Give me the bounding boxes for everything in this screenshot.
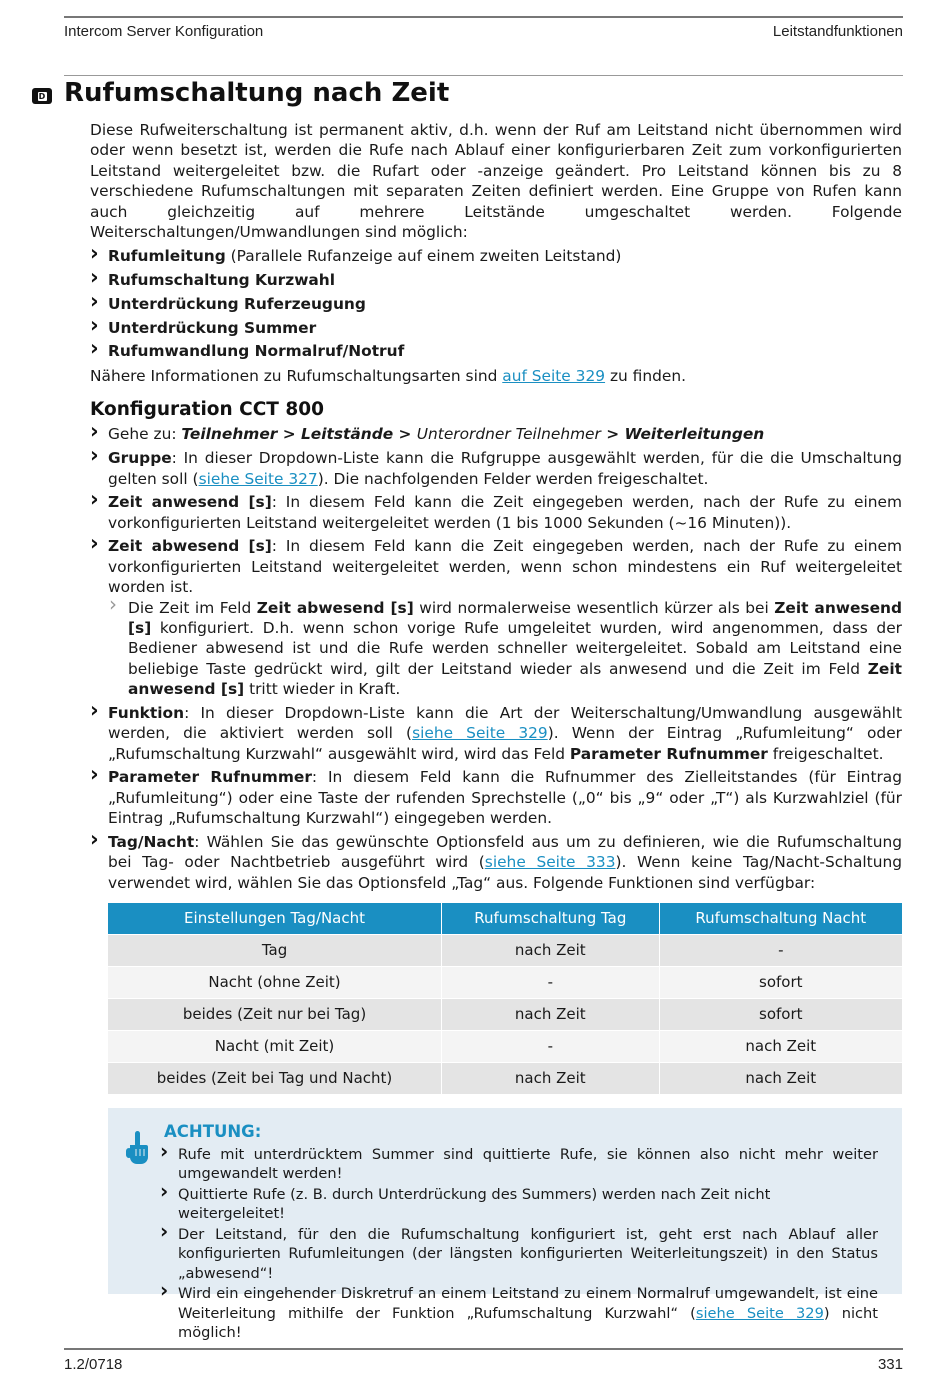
goto-label: Gehe zu: [108, 425, 182, 444]
tagnacht-step [90, 832, 902, 893]
table-row [108, 1063, 902, 1095]
goto-step [90, 424, 902, 444]
header-document-title: Intercom Server Konfiguration [64, 23, 264, 40]
abwesend-subnote [108, 598, 902, 700]
table-header: Rufumschaltung Tag [442, 903, 659, 935]
page-link-329[interactable]: siehe Seite 329 [695, 1304, 824, 1322]
footer-rule [64, 1348, 903, 1350]
field-name: Zeit abwesend [s] [256, 598, 414, 617]
list-item [90, 341, 902, 361]
table-cell: nach Zeit [442, 935, 659, 967]
table-row [108, 967, 902, 999]
header-section-title: Leitstandfunktionen [772, 23, 903, 40]
menu-path-2: Unterordner Teilnehmer [416, 425, 601, 444]
page-title: Rufumschaltung nach Zeit [64, 78, 450, 108]
notice-title: ACHTUNG: [164, 1122, 262, 1142]
info-text: Nähere Informationen zu Rufumschaltungsarten sind [90, 366, 503, 385]
table-header: Einstellungen Tag/Nacht [108, 903, 442, 935]
option-label: Rufumleitung [108, 247, 226, 266]
note-text: wird normalerweise wesentlich kürzer als bei [413, 598, 775, 617]
note-text: tritt wieder in Kraft. [244, 680, 401, 699]
config-heading: Konfiguration CCT 800 [90, 399, 324, 421]
list-item [90, 318, 902, 338]
table-cell: Nacht (ohne Zeit) [108, 967, 442, 999]
step-text: : In diesem Feld kann die Zeit eingegeben werden, nach der Rufe zu einem vorkonfigurierten Leitstand weitergeleitet werden (1 bis 1000 Sekunden (~16 Minuten)). [108, 493, 902, 532]
notice-text: Wird ein eingehender Diskretruf an einem Leitstand zu einem Normalruf umgewandelt, ist eine Weiterleitung mithilfe der Funktion „Rufumschaltung Kurzwahl“ ( [178, 1285, 878, 1322]
option-label: Unterdrückung Summer [108, 318, 317, 337]
notice-item: › Rufe mit unterdrücktem Summer sind quittierte Rufe, sie können also nicht mehr weiter umgewandelt werden! [160, 1145, 878, 1184]
notice-list [160, 1145, 878, 1343]
list-item [90, 270, 902, 290]
table-cell: nach Zeit [659, 1063, 902, 1095]
notice-item [160, 1284, 878, 1343]
table-row [108, 1031, 902, 1063]
table-header-row [108, 903, 902, 935]
table-cell: Tag [108, 935, 442, 967]
table-cell: - [442, 1031, 659, 1063]
step-text: : In dieser Dropdown-Liste kann die Rufgruppe ausgewählt werden, für die die Umschaltung gelten soll ( [108, 449, 902, 488]
page-number: 331 [877, 1356, 903, 1373]
table-cell: nach Zeit [659, 1031, 902, 1063]
notice-item: › Der Leitstand, für den die Rufumschaltung konfiguriert ist, geht erst nach Ablauf aller konfigurierten Rufumleitungen (der längsten konfigurierten Weiterleitungszeit) in den Status „abwesend“! [160, 1225, 878, 1284]
note-text: Die Zeit im Feld [128, 598, 257, 617]
funktion-step [90, 703, 902, 764]
field-name: Zeit abwesend [s] [108, 537, 272, 556]
table-cell: sofort [659, 999, 902, 1031]
language-badge-letter: D [38, 91, 46, 101]
field-name: Zeit anwesend [s] [128, 598, 903, 638]
field-name: Tag/Nacht [108, 832, 195, 851]
gruppe-step [90, 448, 902, 489]
abwesend-step [90, 536, 902, 699]
list-item [90, 246, 902, 266]
step-text: ). Wenn der Eintrag „Rufumleitung“ oder „Rufumschaltung Kurzwahl“ ausgewählt wird, wird das Feld [108, 724, 902, 763]
table-row [108, 999, 902, 1031]
info-paragraph [90, 366, 902, 386]
table-cell: nach Zeit [442, 999, 659, 1031]
header-bottom-rule [64, 75, 903, 76]
step-text: : In dieser Dropdown-Liste kann die Art der Weiterschaltung/Umwandlung ausgewählt werden, die aktiviert werden soll ( [108, 703, 902, 743]
table-cell: nach Zeit [442, 1063, 659, 1095]
step-text: : Wählen Sie das gewünschte Optionsfeld aus um zu definieren, wie die Rufumschaltung bei Tag- oder Nachtbetrieb ausgeführt wird ( [108, 832, 902, 872]
parameter-step [90, 767, 902, 828]
step-text: : In diesem Feld kann die Rufnummer des Zielleitstandes (für Eintrag „Rufumleitung“) oder eine Taste der rufenden Sprechstelle („0“ bis „9“ oder „T“) als Kurzwahlziel (für Eintrag „Rufumschaltung Kurzwahl“) eingegeben werden. [108, 768, 903, 828]
header-top-rule [64, 16, 903, 18]
table-cell: - [442, 967, 659, 999]
option-label: Rufumwandlung Normalruf/Notruf [108, 342, 405, 361]
page-link-327[interactable]: siehe Seite 327 [198, 469, 318, 488]
notice-text: ) nicht möglich! [178, 1304, 878, 1342]
option-label: Rufumschaltung Kurzwahl [108, 271, 336, 290]
field-name: Parameter Rufnummer [569, 744, 768, 763]
warning-notice [108, 1108, 902, 1342]
field-name: Zeit anwesend [s] [108, 493, 272, 512]
step-text: freigeschaltet. [767, 744, 884, 763]
anwesend-step [90, 492, 902, 533]
step-text: ). Die nachfolgenden Felder werden freigeschaltet. [317, 469, 709, 488]
field-name: Parameter Rufnummer [108, 768, 312, 787]
table-cell: sofort [659, 967, 902, 999]
option-label: Unterdrückung Ruferzeugung [108, 294, 366, 313]
menu-path-3: > Weiterleitungen [600, 425, 765, 444]
table-header: Rufumschaltung Nacht [659, 903, 902, 935]
main-content [90, 120, 903, 1342]
table-cell: - [659, 935, 902, 967]
page-link-329[interactable]: auf Seite 329 [502, 366, 606, 385]
intro-paragraph: Diese Rufweiterschaltung ist permanent aktiv, d.h. wenn der Ruf am Leitstand nicht übernommen wird oder wenn besetzt ist, werden die Rufe nach Ablauf einer konfigurierbaren Zeit zum vorkonfigurierten Leitstand weitergeleitet bzw. die Rufart oder -anzeige geändert. Pro Leitstand können bis zu 8 verschiedene Rufumschaltungen mit separaten Zeiten definiert werden. Eine Gruppe von Rufen kann auch gleichzeitig auf mehrere Leitstände umgeschaltet werden. Folgende Weiterschaltungen/Umwandlungen sind möglich: [90, 121, 902, 242]
table-cell: beides (Zeit nur bei Tag) [108, 999, 442, 1031]
step-text: : In diesem Feld kann die Zeit eingegeben werden, nach der Rufe zu einem vorkonfigurierten Leitstand weitergeleitet werden, wenn schon mindestens ein Ruf weitergeleitet worden ist. [108, 537, 902, 597]
info-text-end: zu finden. [605, 366, 687, 385]
config-steps-list [90, 424, 902, 893]
notice-item: › Quittierte Rufe (z. B. durch Unterdrückung des Summers) werden nach Zeit nicht weitergeleitet! [160, 1185, 878, 1224]
table-row [108, 935, 902, 967]
day-night-table [108, 903, 902, 1094]
option-description: (Parallele Rufanzeige auf einem zweiten Leitstand) [225, 247, 622, 266]
menu-path-1: Teilnehmer > Leitstände > [181, 425, 417, 444]
note-text: konfiguriert. D.h. wenn schon vorige Rufe umgeleitet wurden, wird angenommen, dass der Bediener abwesend ist und die Rufe werden schneller weitergeleitet. Sobald am Leitstand eine beliebige Taste gedrückt wird, gilt der Leitstand wieder als anwesend und die Zeit im Feld [128, 619, 902, 678]
pointing-hand-icon [126, 1130, 150, 1166]
language-badge-icon [32, 88, 52, 104]
field-name: Gruppe [108, 449, 172, 468]
table-cell: Nacht (mit Zeit) [108, 1031, 442, 1063]
page-link-333[interactable]: siehe Seite 333 [484, 853, 616, 872]
page-link-329[interactable]: siehe Seite 329 [412, 724, 548, 743]
field-name: Funktion [108, 703, 185, 722]
table-cell: beides (Zeit bei Tag und Nacht) [108, 1063, 442, 1095]
switch-type-list [90, 246, 902, 361]
version-label: 1.2/0718 [64, 1356, 123, 1373]
list-item [90, 294, 902, 314]
step-text: ). Wenn keine Tag/Nacht-Schaltung verwendet wird, wählen Sie das Optionsfeld „Tag“ aus. Folgende Funktionen sind verfügbar: [108, 853, 902, 892]
field-name: Zeit anwesend [s] [128, 659, 902, 699]
